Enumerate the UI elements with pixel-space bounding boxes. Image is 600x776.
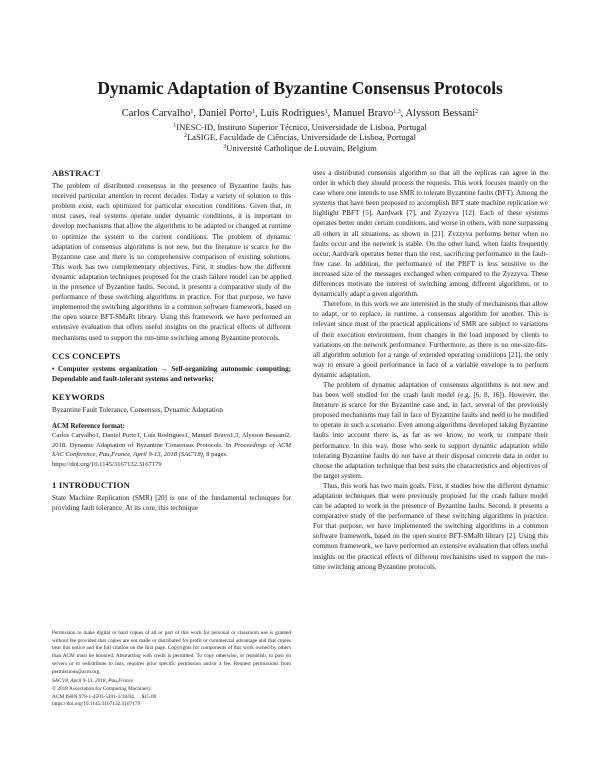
permission-notice — [52, 630, 291, 709]
affiliation — [0, 143, 600, 153]
reference-format — [52, 431, 291, 469]
left-column — [52, 168, 291, 513]
keywords-text: Byzantine Fault Tolerance, Consensus, Dynamic Adaptation — [52, 405, 223, 414]
abstract-heading: ABSTRACT — [52, 168, 101, 178]
intro-paragraph: Thus, this work has two main goals. First, it studies how the different dynamic adaptation techniques that were previously proposed for the crash failure model can be adapted to work in the presence of Byzantine faults. Second, it presents a comparative study of the performance of these switching algorithms in practice. For that purpose, we have implemented the switching algorithms in a common software framework, based on the open source BFT-SMaRt library [2]. Using this common framework, we have performed an extensive evaluation that offers useful insights on the practical effects of different mechanisms used to support the run-time switching among Byzantine protocols. — [313, 481, 548, 571]
paper-title: Dynamic Adaptation of Byzantine Consensus Protocols — [97, 78, 503, 98]
notice-venue: SAC'18, April 9-13, 2018, Pau,France — [52, 678, 134, 685]
affiliation-text: LaSIGE, Faculdade de Ciências, Universidade de Lisboa, Portugal — [186, 132, 417, 143]
affil-mark: 3 — [223, 143, 227, 150]
affiliation-text: Université Catholique de Louvain, Belgium — [226, 142, 377, 153]
intro-paragraph: Therefore, in this work we are interested in the study of mechanisms that allow to adapt, or to replace, in runtime, a consensus algorithm for another. This is relevant since most of the practical applications of SMR are subject to variations of their execution environment, from changes in the load imposed by clients to variations on the network performance. Furthermore, as there is no one-size-fits-all algorithm solution for a range of extended operating conditions [21], the only way to ensure a good performance in face of a variable envelope is to perform dynamic adaptation. — [313, 300, 548, 379]
author-affil-mark: 1 — [190, 109, 194, 115]
notice-doi-link[interactable]: https://doi.org/10.1145/3167132.3167179 — [52, 701, 141, 708]
author-affil-mark: 2 — [475, 109, 479, 115]
affiliation-text: INESC-ID, Instituto Superior Técnico, Universidade de Lisboa, Portugal — [176, 122, 427, 132]
author-name: Luís Rodrigues — [260, 108, 325, 119]
author-affil-mark: 1 — [251, 109, 255, 115]
affil-mark: 1 — [173, 123, 177, 129]
intro-paragraph: The problem of dynamic adaptation of consensus algorithms is not new and has been well studied for the crash fault model (e.g. [6, 8, 16]). However, the literature is scarce for the Byzantine case and, in fact, several of the previously proposed mechanisms may fail in face of Byzantine faults and need to be modified to operate in such a scenario. Even among algorithms developed taking Byzantine faults into account there is, as far as we know, no work to compare their performance. In this way, those who seek to support dynamic adaptation while tolerating Byzantine faults do not have at their disposal concrete data in order to choose the adaptation technique that best suits the characteristics and objectives of the target system. — [313, 380, 549, 480]
permission-text: Permission to make digital or hard copies of all or part of this work for personal or classroom use is granted without fee provided that copies are not made or distributed for profit or commercial advantage and that copies bear this notice and the full citation on the first page. Copyrights for components of this work owned by others than ACM must be honored. Abstracting with credit is permitted. To copy otherwise, or republish, to post on servers or to redistribute to lists, requires prior specific permission and/or a fee. Request permissions from permissions@acm.org. — [52, 630, 291, 675]
author-name: Manuel Bravo — [332, 108, 394, 119]
introduction-heading: 1 INTRODUCTION — [52, 479, 131, 490]
notice-isbn: ACM ISBN 978-1-4503-5191-1/18/04. . . $15.00 — [52, 693, 157, 700]
reference-venue: Proceedings of ACM SAC Conference, Pau,France, April 9-13, 2018 (SAC'18), — [52, 441, 291, 459]
keywords-heading: KEYWORDS — [52, 391, 105, 402]
author-name: Daniel Porto — [198, 108, 252, 119]
ccs-heading: CCS CONCEPTS — [52, 350, 121, 361]
reference-doi-link[interactable]: https://doi.org/10.1145/3167132.3167179 — [52, 460, 162, 468]
affiliation — [0, 132, 600, 142]
publication-meta — [52, 678, 291, 709]
reference-authors: Carlos Carvalho1, Daniel Porto1, Luís Rodrigues1, Manuel Bravo1,3, Alysson Bessani2. 2018. Dynamic Adaptation of Byzantine Consensus Protocols. In — [52, 432, 291, 449]
ccs-text: • Computer systems organization → Self-organizing autonomic computing; Dependable and fault-tolerant systems and networks; — [52, 364, 291, 383]
author-affil-mark: 1,3 — [393, 109, 401, 115]
author-name: Alysson Bessani — [405, 108, 476, 119]
abstract-text: The problem of distributed consensus in the presence of Byzantine faults has received particular attention in recent decades. Today a variety of solution to this problem exist, each optimized for particular execution conditions. Given that, in most cases, real systems operate under dynamic conditions, it is important to develop mechanisms that allow the algorithms to be adapted or changed at runtime to optimize the system to the current conditions. The problem of dynamic adaptation of consensus algorithms is not new, but the literature is scarce for the Byzantine case and there is no comprehensive comparison of existing solutions. This work has two complementary objectives. First, it studies how the different dynamic adaptation techniques proposed for the crash failure model can be applied in the presence of Byzantine faults. Second, it presents a comparative study of the performance of these switching algorithms in practice. For that purpose, we have implemented the switching algorithms in a common software framework, based on the open source BFT-SMaRt library. Using this framework we have performed an extensive evaluation that offers useful insights on the practical effects of different mechanisms used to support the run-time switching among Byzantine protocols. — [52, 182, 291, 342]
author-name: Carlos Carvalho — [121, 108, 191, 119]
intro-paragraph: uses a distributed consensus algorithm so that all the replicas can agree in the order in which they should process the requests. This work focuses mainly on the case where one intends to use SMR to tolerate Byzantine faults (BFT). Among the systems that have been proposed to accomplish BFT state machine replication we highlight PBFT [5], Aardvark [7], and Zyzzyva [12]. Each of these systems operates better under certain conditions, and worse in others, with none surpassing all others in all situations, as shown in [21]. Zyzzyva performs better when no faults occur and the network is stable. On the other hand, when faults frequently occur, Aardvark operates better than the rest, sacrificing performance in the fault-free case. In addition, the performance of the PBFT is less sensitive to the increased size of the messages exchanged when compared to the Zyzzyva. These differences motivate the interest of switching among different algorithms, or to dynamically adapt a given algorithm. — [313, 169, 548, 299]
affiliation — [0, 122, 600, 132]
reference-pages: 8 pages. — [206, 451, 228, 459]
reference-format-heading: ACM Reference format: — [52, 422, 125, 431]
author-list: Carlos Carvalho$^1$, Daniel Porto$^1$, Luís Rodrigues$^1$, Manuel Bravo$^{1,3}$, Alysson Bessani$^2$ — [121, 108, 479, 119]
notice-copyright: © 2018 Association for Computing Machinery. — [52, 685, 152, 692]
right-column — [313, 168, 548, 572]
introduction-left-text: State Machine Replication (SMR) [20] is one of the fundamental techniques for providing fault tolerance. At its core, this technique — [52, 493, 291, 512]
affil-mark: 2 — [183, 133, 187, 140]
affiliation-list — [0, 122, 600, 153]
author-affil-mark: 1 — [324, 109, 328, 115]
